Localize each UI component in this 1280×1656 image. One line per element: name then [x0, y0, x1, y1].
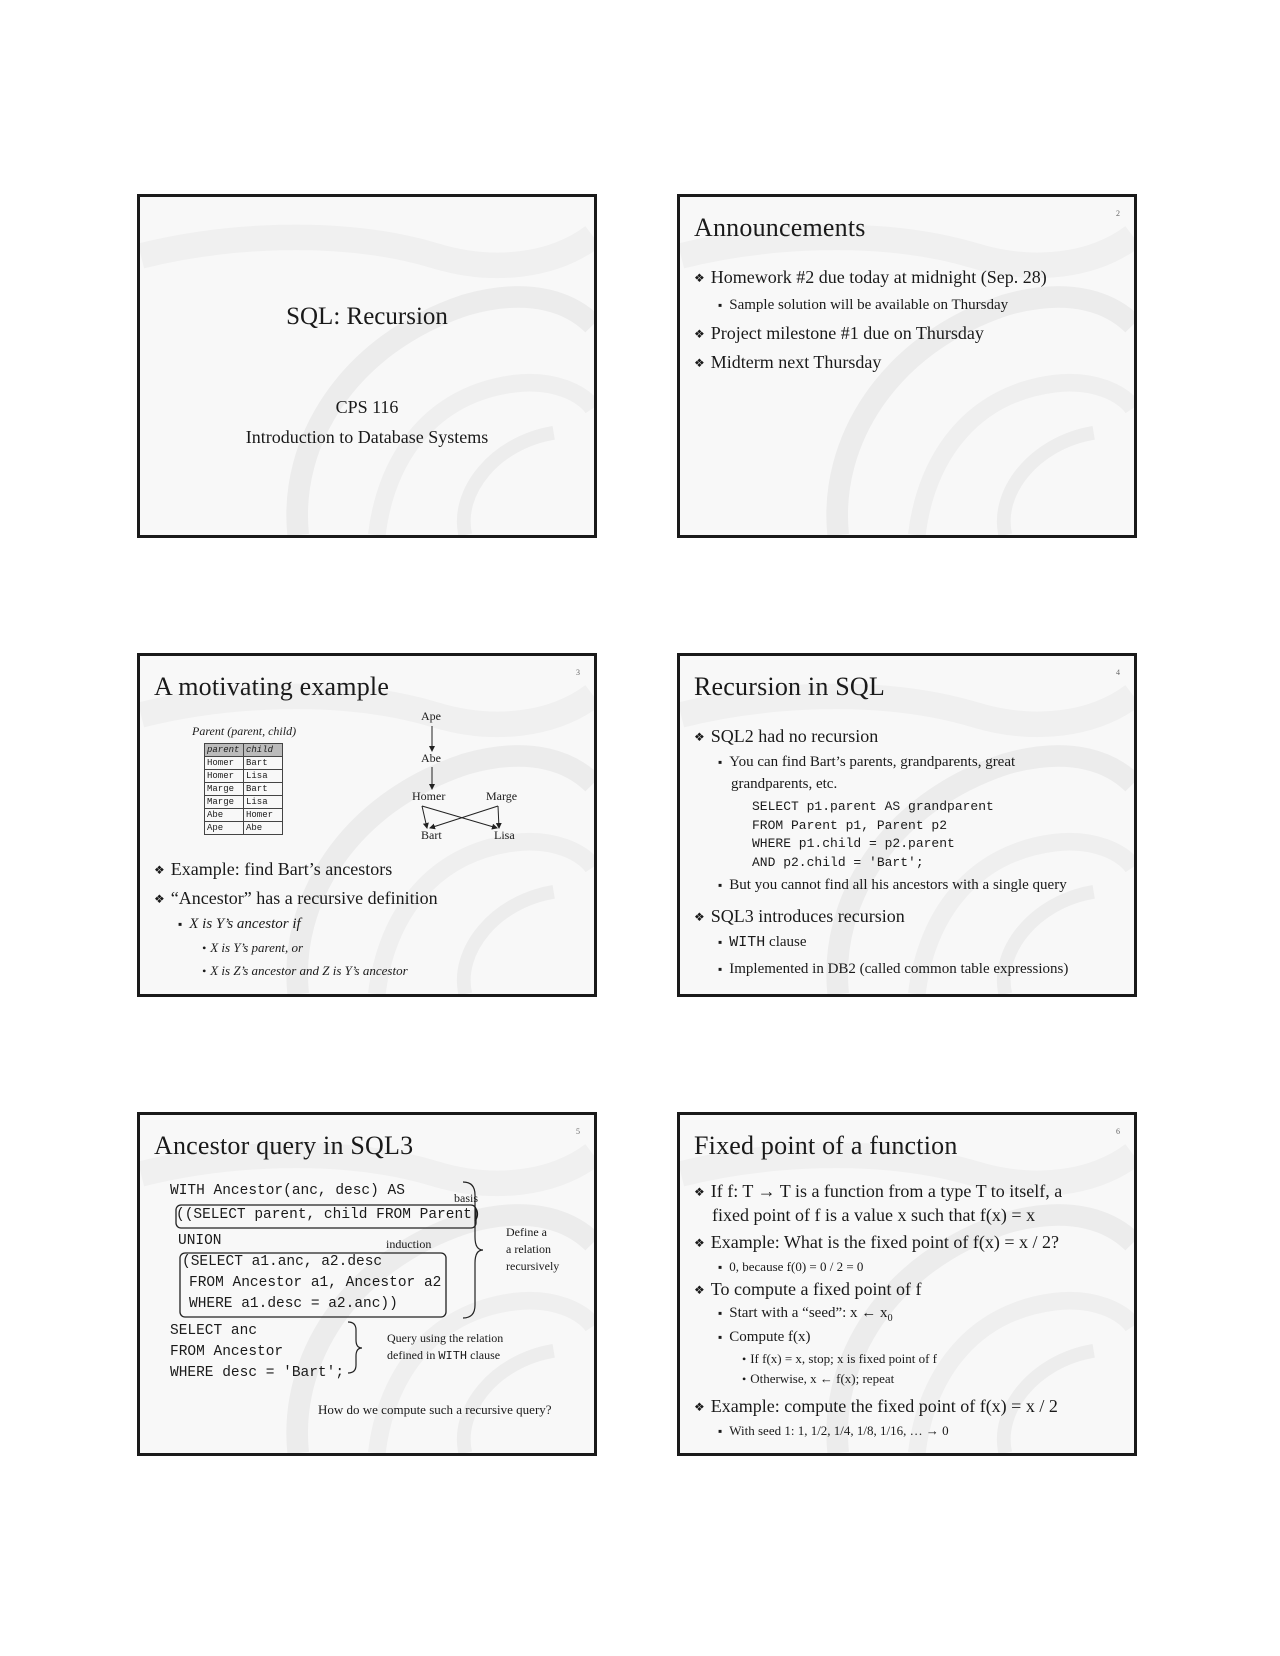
tree-edge	[430, 806, 498, 828]
slide-6	[677, 1112, 1137, 1456]
slide-footer-question: How do we compute such a recursive query?	[318, 1402, 552, 1417]
table-cell: Lisa	[244, 796, 283, 809]
with-keyword: WITH	[729, 934, 766, 951]
table-cell: Bart	[244, 783, 283, 796]
slide-title: Ancestor query in SQL3	[154, 1131, 414, 1160]
table-cell: Abe	[205, 809, 244, 822]
bullet: ❖ If f: T → T is a function from a type T to itself, a	[694, 1181, 1062, 1202]
table-caption: Parent (parent, child)	[192, 724, 297, 738]
query-note-line	[387, 1348, 500, 1363]
slide-4	[677, 653, 1137, 997]
slide-title: A motivating example	[154, 672, 390, 701]
sub-bullet	[718, 934, 807, 951]
code-line: SELECT anc	[170, 1323, 258, 1339]
query-note-text: defined in	[387, 1348, 439, 1362]
table-cell: Marge	[205, 796, 244, 809]
code-line: WHERE desc = 'Bart';	[170, 1365, 345, 1381]
bullet: ❖ SQL2 had no recursion	[694, 726, 878, 747]
tree-edge	[498, 806, 499, 828]
sub-sub-bullet: • X is Z’s ancestor and Z is Y’s ancestor	[202, 963, 408, 979]
tree-edge	[422, 806, 427, 828]
code-line: FROM Ancestor a1, Ancestor a2	[189, 1275, 442, 1291]
table-cell: Homer	[205, 770, 244, 783]
bullet-continuation: fixed point of f is a value x such that f(x) = x	[712, 1205, 1036, 1225]
column-header: child	[244, 744, 283, 757]
table-cell: Marge	[205, 783, 244, 796]
slide-number: 2	[1116, 209, 1120, 218]
slide-title: SQL: Recursion	[286, 303, 448, 330]
code-line: FROM Ancestor	[170, 1344, 284, 1360]
code-line: (SELECT a1.anc, a2.desc	[182, 1254, 383, 1270]
code-line: FROM Parent p1, Parent p2	[752, 817, 948, 833]
tree-node-ape: Ape	[421, 709, 441, 723]
sub-bullet	[718, 1305, 893, 1324]
bullet: ❖ Example: compute the fixed point of f(x) = x / 2	[694, 1396, 1058, 1417]
query-brace	[348, 1322, 362, 1373]
slide-title: Recursion in SQL	[694, 672, 885, 701]
code-line: SELECT p1.parent AS grandparent	[752, 799, 994, 814]
slide-number: 6	[1116, 1127, 1120, 1136]
slide-3	[137, 653, 597, 997]
bullet: ❖ To compute a fixed point of f	[694, 1279, 921, 1300]
column-header: parent	[205, 744, 244, 757]
course-subtitle: Introduction to Database Systems	[245, 427, 489, 447]
sub-bullet: ▪ 0, because f(0) = 0 / 2 = 0	[718, 1259, 863, 1275]
sub-bullet: ▪ Sample solution will be available on Thursday	[718, 297, 1008, 314]
tree-node-bart: Bart	[421, 828, 442, 842]
sub-bullet: ▪ X is Y’s ancestor if	[178, 916, 301, 933]
slide-title: Announcements	[694, 213, 866, 242]
code-line: WITH Ancestor(anc, desc) AS	[170, 1183, 405, 1199]
code-line: ((SELECT parent, child FROM Parent)	[176, 1207, 481, 1223]
tree-node-abe: Abe	[421, 751, 441, 765]
sub-bullet: ▪ You can find Bart’s parents, grandparents, great	[718, 754, 1015, 771]
table-cell: Bart	[244, 757, 283, 770]
bullet: ❖ Midterm next Thursday	[694, 352, 881, 373]
define-note-line: a relation	[506, 1242, 551, 1256]
tree-node-homer: Homer	[412, 789, 446, 803]
define-note-line: recursively	[506, 1259, 560, 1273]
sub-sub-bullet: • Otherwise, x ← f(x); repeat	[742, 1371, 894, 1387]
bullet: ❖ Example: What is the fixed point of f(x) = x / 2?	[694, 1232, 1059, 1253]
tree-node-marge: Marge	[486, 789, 518, 803]
sql-code-block	[752, 798, 994, 872]
sub-bullet-text: clause	[765, 934, 807, 950]
sub-bullet: ▪ But you cannot find all his ancestors with a single query	[718, 877, 1067, 894]
bullet: ❖ SQL3 introduces recursion	[694, 906, 905, 927]
code-line: WHERE a1.desc = a2.anc))	[189, 1296, 398, 1312]
slide-number: 4	[1116, 668, 1120, 677]
query-note-text: clause	[467, 1348, 501, 1362]
bullet: ❖ Example: find Bart’s ancestors	[154, 859, 392, 880]
tree-node-lisa: Lisa	[494, 828, 515, 842]
code-line: WHERE p1.child = p2.parent	[752, 836, 955, 851]
sub-bullet-text: Start with a “seed”: x ← x	[729, 1305, 888, 1321]
slide-5	[137, 1112, 597, 1456]
table-cell: Ape	[205, 822, 244, 835]
tree-edge	[422, 806, 497, 828]
slide-title: Fixed point of a function	[694, 1131, 958, 1160]
sub-bullet: ▪ With seed 1: 1, 1/2, 1/4, 1/8, 1/16, … → 0	[718, 1423, 949, 1439]
with-keyword: WITH	[438, 1349, 468, 1363]
sub-bullet: ▪ Compute f(x)	[718, 1329, 811, 1346]
subscript: 0	[887, 1313, 893, 1324]
sub-bullet-continuation: grandparents, etc.	[731, 776, 838, 792]
code-line: AND p2.child = 'Bart';	[752, 854, 924, 870]
sub-sub-bullet: • X is Y’s parent, or	[202, 940, 303, 956]
table-cell: Homer	[205, 757, 244, 770]
define-note-line: Define a	[506, 1225, 547, 1239]
bullet: ❖ Homework #2 due today at midnight (Sep. 28)	[694, 267, 1047, 288]
table-cell: Abe	[244, 822, 283, 835]
bullet: ❖ Project milestone #1 due on Thursday	[694, 323, 984, 344]
slide-2	[677, 194, 1137, 538]
code-line: UNION	[178, 1233, 222, 1249]
sub-sub-bullet: • If f(x) = x, stop; x is fixed point of f	[742, 1351, 937, 1367]
course-code: CPS 116	[335, 397, 399, 417]
slide-1	[137, 194, 597, 538]
query-note-line: Query using the relation	[387, 1331, 504, 1345]
slide-number: 5	[576, 1127, 580, 1136]
basis-label: basis	[454, 1191, 478, 1205]
slide-number: 3	[576, 668, 580, 677]
sub-bullet: ▪ Implemented in DB2 (called common table expressions)	[718, 961, 1068, 978]
induction-label: induction	[386, 1237, 432, 1251]
table-cell: Lisa	[244, 770, 283, 783]
table-cell: Homer	[244, 809, 283, 822]
bullet: ❖ “Ancestor” has a recursive definition	[154, 888, 438, 909]
